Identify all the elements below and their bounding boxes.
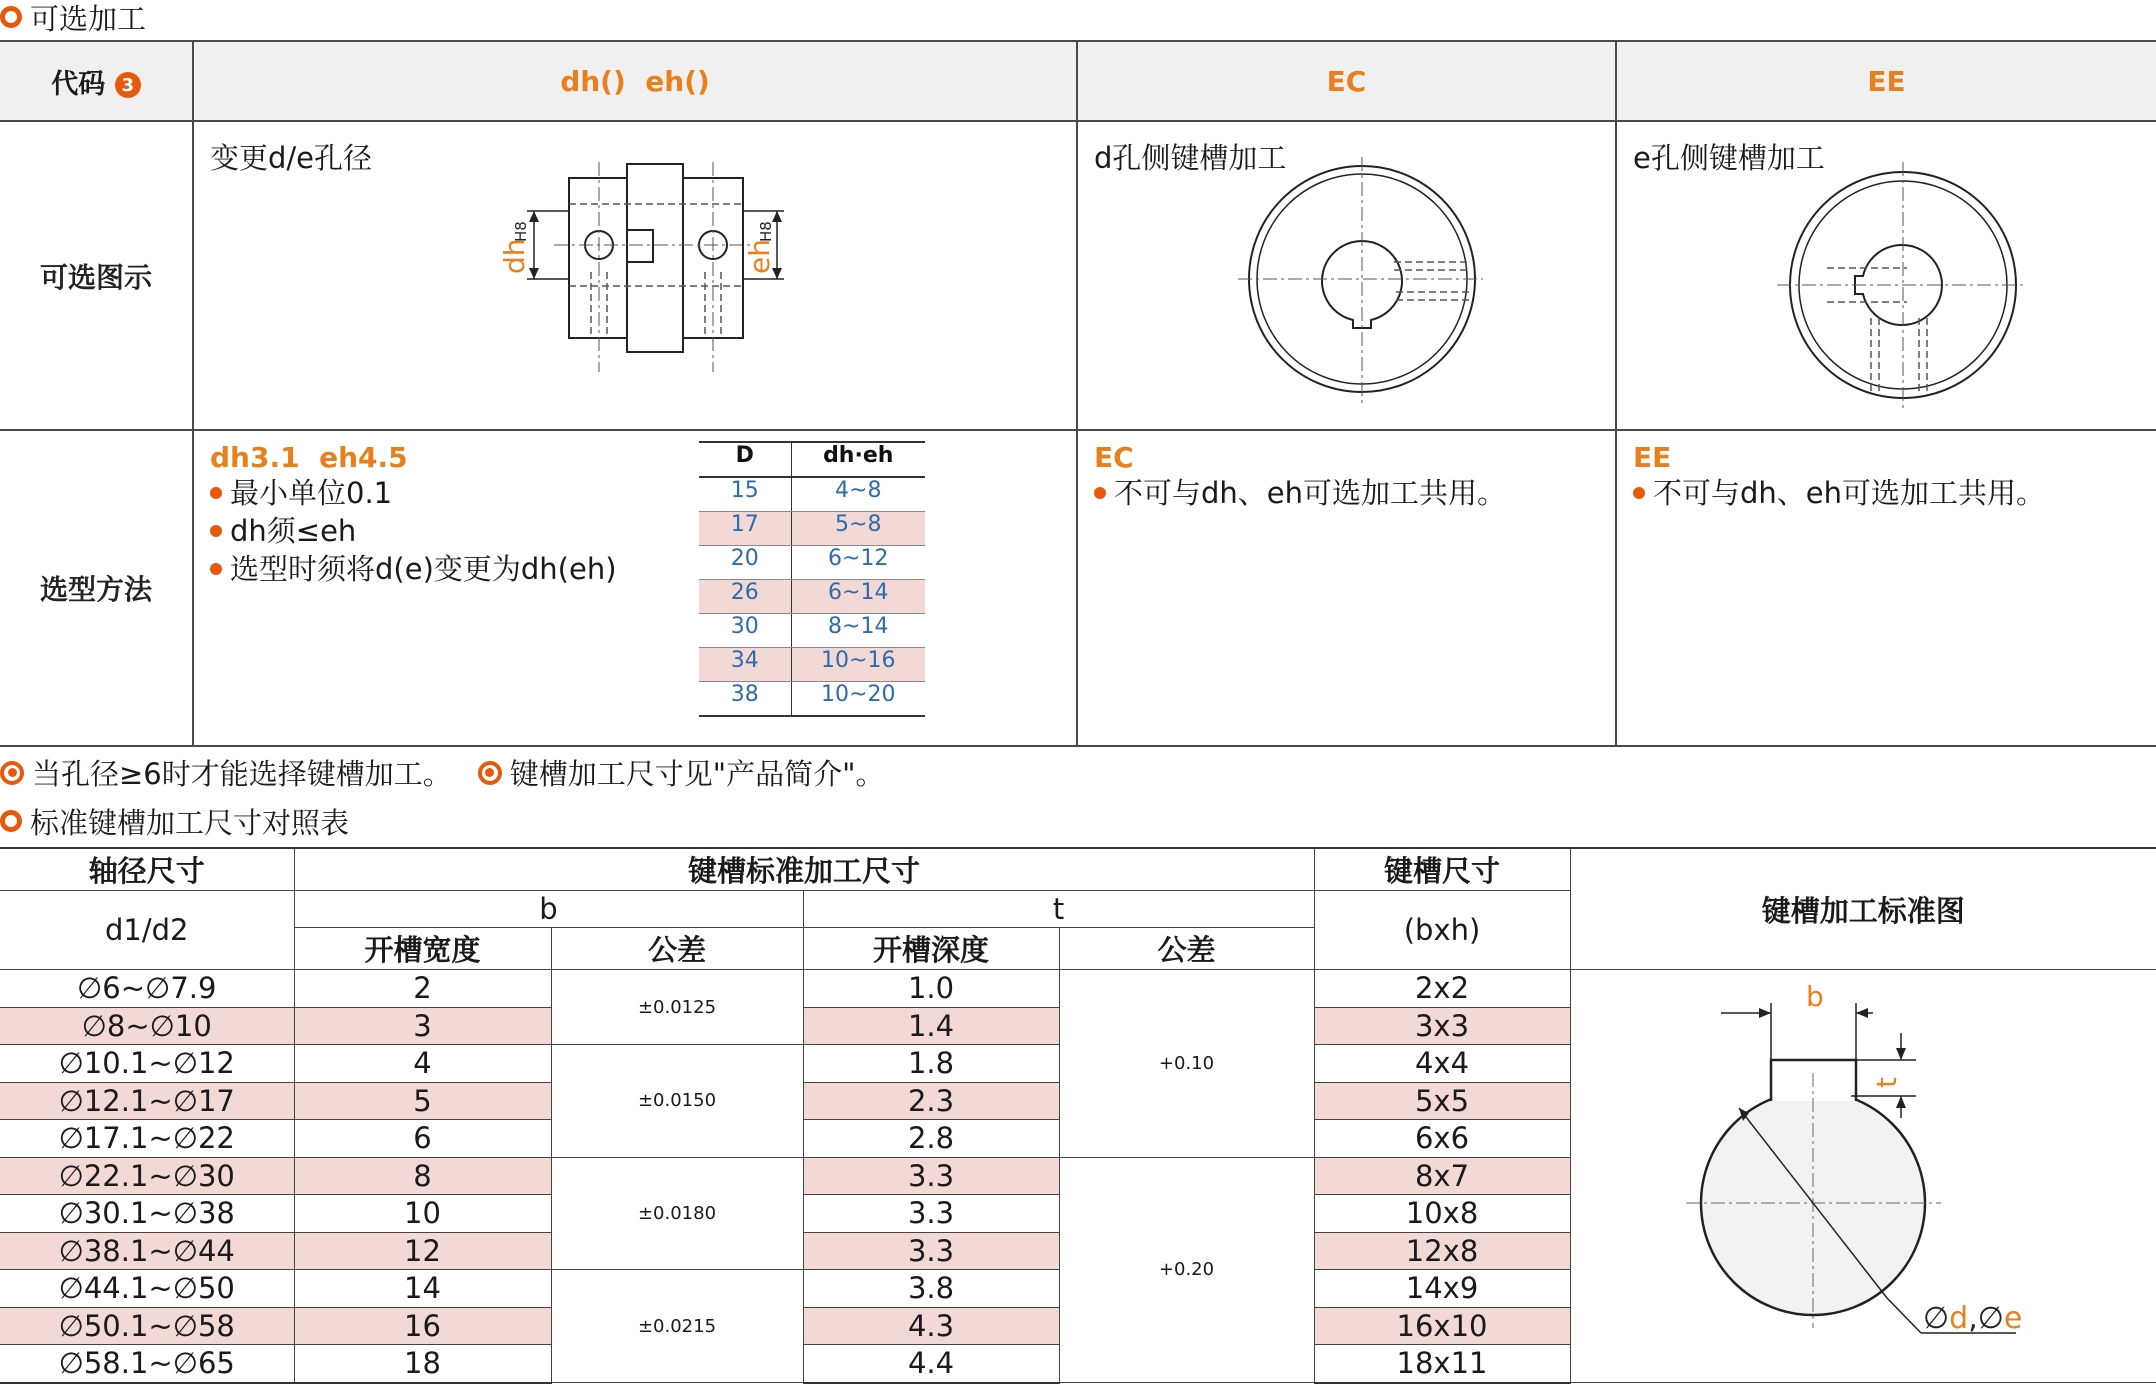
ec-method-code: EC <box>1094 441 1134 474</box>
header-ec: EC <box>1077 41 1616 121</box>
hdr-size: 键槽尺寸 <box>1314 848 1570 891</box>
cell-bxh: 14x9 <box>1314 1270 1570 1308</box>
cell-b: 16 <box>294 1307 551 1345</box>
section-title-text: 可选加工 <box>30 1 147 36</box>
keyway-size-table <box>0 847 2156 1384</box>
dh-range-table <box>699 441 925 717</box>
hdr-t: t <box>803 891 1314 928</box>
mini-header-dh-eh: dh·eh <box>791 442 925 477</box>
cell-b: 18 <box>294 1345 551 1383</box>
ee-bullet: 不可与dh、eh可选加工共用。 <box>1633 474 2156 512</box>
cell-bxh: 18x11 <box>1314 1345 1570 1383</box>
cell-b: 2 <box>294 970 551 1008</box>
mini-cell: 10~20 <box>791 682 925 717</box>
cell-t-tol: +0.20 <box>1059 1157 1314 1383</box>
cell-t: 3.8 <box>803 1270 1059 1308</box>
cell-bxh: 16x10 <box>1314 1307 1570 1345</box>
header-ee: EE <box>1616 41 2156 121</box>
cell-d: ∅58.1~∅65 <box>0 1345 294 1383</box>
dh-dim-label: dh <box>498 238 531 274</box>
cell-d: ∅38.1~∅44 <box>0 1232 294 1270</box>
mini-cell: 6~14 <box>791 580 925 614</box>
mini-cell: 20 <box>699 546 791 580</box>
row-label-method: 选型方法 <box>0 430 193 746</box>
mini-cell: 34 <box>699 648 791 682</box>
cell-d: ∅17.1~∅22 <box>0 1120 294 1158</box>
mini-header-d: D <box>699 442 791 477</box>
cell-t: 2.8 <box>803 1120 1059 1158</box>
section-title-keyway <box>0 804 349 838</box>
cell-b-tol: ±0.0125 <box>551 970 803 1045</box>
section-title-text: 标准键槽加工尺寸对照表 <box>30 805 350 840</box>
diagram-de-label: ∅d,∅e <box>1922 1300 2022 1336</box>
ec-bore-keyway-view <box>1078 122 1617 431</box>
cell-t-tol: +0.10 <box>1059 970 1314 1158</box>
cell-ec-figure <box>1077 121 1616 430</box>
eh-dim-label: eh <box>743 239 776 274</box>
hdr-width: 开槽宽度 <box>294 928 551 970</box>
keyway-diagram-cell <box>1570 970 2156 1383</box>
dh-bullet-1: 最小单位0.1 <box>210 474 1076 512</box>
code-header <box>0 41 193 121</box>
cell-dh-figure <box>193 121 1077 430</box>
mini-cell: 6~12 <box>791 546 925 580</box>
ec-title: d孔侧键槽加工 <box>1094 141 1287 175</box>
cell-b: 4 <box>294 1045 551 1083</box>
note-2: 键槽加工尺寸见"产品简介"。 <box>509 757 885 791</box>
hdr-diagram: 键槽加工标准图 <box>1570 848 2156 970</box>
notes-line <box>0 752 884 793</box>
cell-b: 12 <box>294 1232 551 1270</box>
row-label-figure: 可选图示 <box>0 121 193 430</box>
dh-bullet-3: 选型时须将d(e)变更为dh(eh) <box>210 550 1076 588</box>
mini-cell: 15 <box>699 477 791 512</box>
mini-cell: 4~8 <box>791 477 925 512</box>
cell-d: ∅12.1~∅17 <box>0 1082 294 1120</box>
cell-b: 14 <box>294 1270 551 1308</box>
dh-bullet-2: dh须≤eh <box>210 512 1076 550</box>
cell-d: ∅30.1~∅38 <box>0 1195 294 1233</box>
ec-bullet: 不可与dh、eh可选加工共用。 <box>1094 474 1615 512</box>
dh-title: 变更d/e孔径 <box>210 141 373 175</box>
coupling-side-view <box>194 122 1078 431</box>
ring-bullet-icon <box>0 6 22 28</box>
cell-t: 1.4 <box>803 1007 1059 1045</box>
header-dh-eh: dh() eh() <box>193 41 1077 121</box>
mini-cell: 5~8 <box>791 512 925 546</box>
mini-cell: 38 <box>699 682 791 717</box>
cell-d: ∅50.1~∅58 <box>0 1307 294 1345</box>
mini-cell: 10~16 <box>791 648 925 682</box>
cell-d: ∅44.1~∅50 <box>0 1270 294 1308</box>
cell-bxh: 4x4 <box>1314 1045 1570 1083</box>
mini-cell: 30 <box>699 614 791 648</box>
hdr-depth: 开槽深度 <box>803 928 1059 970</box>
mini-cell: 8~14 <box>791 614 925 648</box>
hdr-std: 键槽标准加工尺寸 <box>294 848 1314 891</box>
cell-b-tol: ±0.0215 <box>551 1270 803 1383</box>
mini-cell: 17 <box>699 512 791 546</box>
cell-b-tol: ±0.0150 <box>551 1045 803 1158</box>
cell-d: ∅8~∅10 <box>0 1007 294 1045</box>
cell-t: 4.4 <box>803 1345 1059 1383</box>
dh-tol-label: H8 <box>512 221 530 242</box>
cell-b: 8 <box>294 1157 551 1195</box>
cell-b: 10 <box>294 1195 551 1233</box>
cell-t: 3.3 <box>803 1157 1059 1195</box>
code-label: 代码 <box>51 68 106 100</box>
dh-example: dh3.1 eh4.5 <box>210 441 408 474</box>
cell-bxh: 2x2 <box>1314 970 1570 1008</box>
keyway-standard-diagram <box>1571 973 2156 1373</box>
cell-b: 3 <box>294 1007 551 1045</box>
cell-d: ∅22.1~∅30 <box>0 1157 294 1195</box>
cell-t: 2.3 <box>803 1082 1059 1120</box>
note-bullet-icon <box>0 761 24 785</box>
hdr-d: d1/d2 <box>0 891 294 970</box>
ring-bullet-icon <box>0 810 22 832</box>
cell-t: 1.0 <box>803 970 1059 1008</box>
cell-ee-method <box>1616 430 2156 746</box>
diagram-t-label: t <box>1869 1076 1903 1088</box>
cell-bxh: 8x7 <box>1314 1157 1570 1195</box>
cell-bxh: 5x5 <box>1314 1082 1570 1120</box>
cell-d: ∅10.1~∅12 <box>0 1045 294 1083</box>
cell-b: 5 <box>294 1082 551 1120</box>
cell-bxh: 10x8 <box>1314 1195 1570 1233</box>
cell-b-tol: ±0.0180 <box>551 1157 803 1270</box>
options-table <box>0 40 2156 747</box>
cell-dh-method <box>193 430 1077 746</box>
ee-bore-keyway-view <box>1617 122 2156 431</box>
hdr-tol2: 公差 <box>1059 928 1314 970</box>
cell-t: 3.3 <box>803 1232 1059 1270</box>
ee-method-code: EE <box>1633 441 1672 474</box>
eh-tol-label: H8 <box>757 221 775 242</box>
cell-d: ∅6~∅7.9 <box>0 970 294 1008</box>
cell-bxh: 3x3 <box>1314 1007 1570 1045</box>
mini-cell: 26 <box>699 580 791 614</box>
cell-t: 4.3 <box>803 1307 1059 1345</box>
note-1: 当孔径≥6时才能选择键槽加工。 <box>32 757 452 791</box>
hdr-b: b <box>294 891 803 928</box>
note-bullet-icon <box>478 761 502 785</box>
cell-t: 3.3 <box>803 1195 1059 1233</box>
diagram-b-label: b <box>1805 979 1824 1013</box>
cell-b: 6 <box>294 1120 551 1158</box>
hdr-shaft: 轴径尺寸 <box>0 848 294 891</box>
section-title-options <box>0 0 146 34</box>
cell-ec-method <box>1077 430 1616 746</box>
ee-title: e孔侧键槽加工 <box>1633 141 1825 175</box>
hdr-bxh: (bxh) <box>1314 891 1570 970</box>
cell-bxh: 12x8 <box>1314 1232 1570 1270</box>
code-badge: 3 <box>115 72 141 98</box>
cell-bxh: 6x6 <box>1314 1120 1570 1158</box>
cell-t: 1.8 <box>803 1045 1059 1083</box>
cell-ee-figure <box>1616 121 2156 430</box>
hdr-tol1: 公差 <box>551 928 803 970</box>
